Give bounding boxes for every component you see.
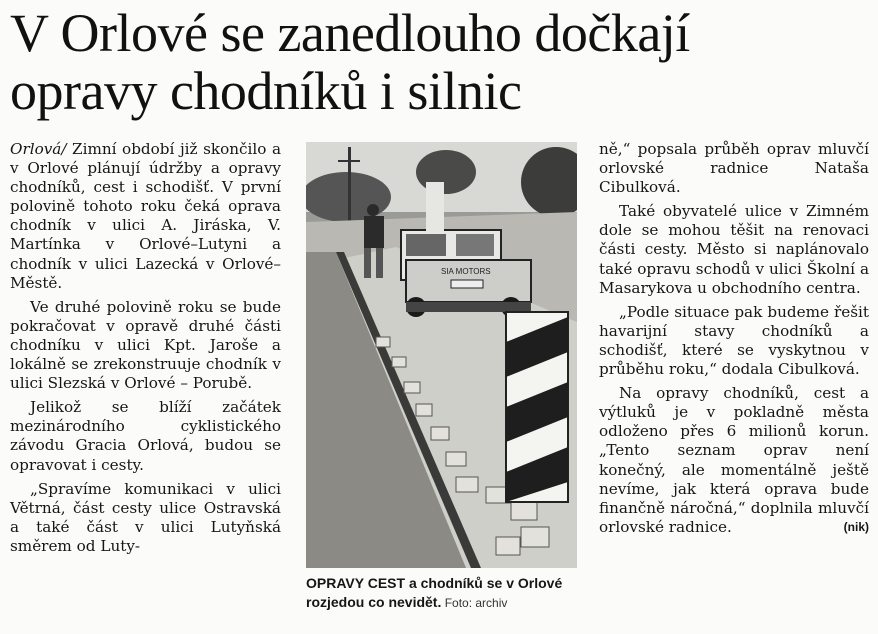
article-photo bbox=[306, 142, 577, 568]
photo-credit: Foto: archiv bbox=[441, 596, 508, 610]
paragraph: „Spravíme komunikaci v ulici Větrná, část cesty ulice Ostravská a také část v ulici Lutyňská směrem od Luty- bbox=[10, 479, 281, 555]
headline bbox=[10, 4, 870, 120]
paragraph: Jelikož se blíží začátek mezinárodního cyklistického závodu Gracia Orlová, budou se opravovat i cesty. bbox=[10, 398, 281, 474]
paragraph: ně,“ popsala průběh oprav mluvčí orlovské radnice Nataša Cibulková. bbox=[599, 140, 869, 197]
paragraph: Také obyvatelé ulice v Zimném dole se mohou těšit na renovaci části cesty. Město si naplánovalo také opravu schodů v ulici Školní a Masarykova u obchodního centra. bbox=[599, 202, 869, 297]
truck-plate-text: SIA MOTORS bbox=[441, 267, 491, 276]
article-column-left bbox=[10, 140, 281, 561]
photo-caption bbox=[306, 574, 580, 613]
paragraph: „Podle situace pak budeme řešit havarijní stavy chodníků a schodišť, které se vyskytnou v průběhu roku,“ dodala Cibulková. bbox=[599, 302, 869, 379]
paragraph: Orlová/ Zimní období již skončilo a v Orlové plánují údržby a opravy chodníků, cest i schodišť. V první polovině tohoto roku čeká oprava chodník v ulici A. Jiráska, V. Martínka v Orlové–Lutyni a chodník v ulici Lazecká v Orlové–Městě. bbox=[10, 140, 281, 292]
article-column-right bbox=[599, 140, 869, 542]
dateline-location: Orlová/ bbox=[10, 140, 67, 158]
author-signature: (nik) bbox=[843, 519, 869, 534]
headline-line-2: opravy chodníků i silnic bbox=[10, 61, 522, 121]
caption-text: OPRAVY CEST a chodníků se v Orlové rozjedou co nevidět. bbox=[306, 575, 563, 610]
headline-line-1: V Orlové se zanedlouho dočkají bbox=[10, 3, 690, 63]
paragraph: Na opravy chodníků, cest a výtluků je v pokladně města odloženo přes 6 milionů korun. „Tento seznam oprav není konečný, ale momentálně ještě nevíme, jak která oprava bude finančně náročná,“ doplnila mluvčí orlovské radnice. (nik) bbox=[599, 384, 869, 536]
paragraph: Ve druhé polovině roku se bude pokračovat v opravě druhé části chodníku v ulici Kpt. Jaroše a lokálně se zrekonstruuje chodník v ulici Slezská v Orlové – Porubě. bbox=[10, 297, 281, 393]
